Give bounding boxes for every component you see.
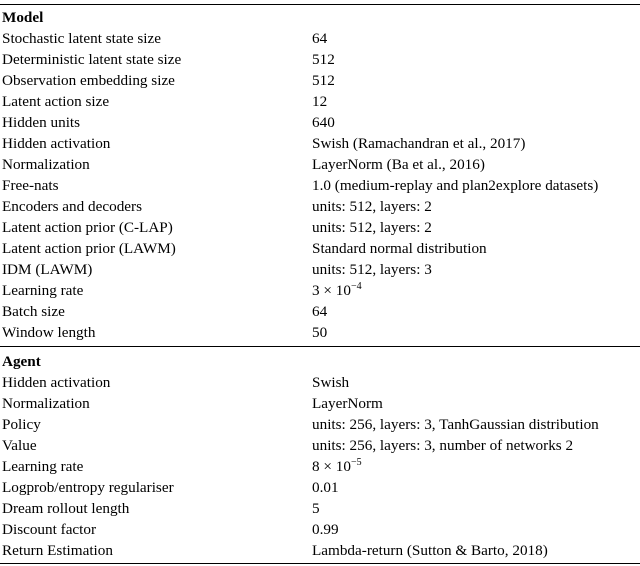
top-rule	[0, 4, 640, 5]
row-value: units: 512, layers: 3	[312, 261, 432, 278]
row-key: Discount factor	[2, 521, 97, 538]
row-key: Latent action prior (C-LAP)	[2, 219, 173, 236]
table-row	[0, 414, 640, 435]
row-key: Learning rate	[2, 282, 84, 299]
row-value: units: 512, layers: 2	[312, 219, 432, 236]
row-key: Deterministic latent state size	[2, 51, 182, 68]
table-row	[0, 519, 640, 540]
row-key: Dream rollout length	[2, 500, 130, 517]
table-row	[0, 477, 640, 498]
value-base: 8 × 10	[312, 458, 351, 475]
table-row	[0, 28, 640, 49]
row-key: Policy	[2, 416, 41, 433]
mid-rule	[0, 346, 640, 347]
row-key: Latent action prior (LAWM)	[2, 240, 176, 257]
row-value: 50	[312, 324, 328, 341]
table-row	[0, 112, 640, 133]
row-value: Swish (Ramachandran et al., 2017)	[312, 135, 526, 152]
row-key: Window length	[2, 324, 96, 341]
row-value: 64	[312, 30, 328, 47]
row-key: Hidden activation	[2, 374, 111, 391]
row-key: Batch size	[2, 303, 65, 320]
row-value: Lambda-return (Sutton & Barto, 2018)	[312, 542, 548, 559]
table-row	[0, 540, 640, 561]
table-row	[0, 498, 640, 519]
row-key: Stochastic latent state size	[2, 30, 161, 47]
row-value: 5	[312, 500, 320, 517]
table-row	[0, 133, 640, 154]
row-value: 512	[312, 51, 335, 68]
row-value: LayerNorm (Ba et al., 2016)	[312, 156, 485, 173]
row-key: Learning rate	[2, 458, 84, 475]
row-value: 512	[312, 72, 335, 89]
row-key: Normalization	[2, 395, 90, 412]
table-row	[0, 91, 640, 112]
row-key: Encoders and decoders	[2, 198, 143, 215]
table-row	[0, 393, 640, 414]
section-title-agent: Agent	[2, 353, 41, 370]
row-value: Swish	[312, 374, 350, 391]
value-exponent: −5	[350, 457, 362, 468]
table-row	[0, 456, 640, 477]
table-row	[0, 435, 640, 456]
row-key: Free-nats	[2, 177, 59, 194]
row-key: Latent action size	[2, 93, 110, 110]
row-value: 640	[312, 114, 335, 131]
row-value: units: 512, layers: 2	[312, 198, 432, 215]
table-row	[0, 217, 640, 238]
row-value	[312, 456, 362, 477]
row-value: Standard normal distribution	[312, 240, 487, 257]
row-key: Value	[2, 437, 37, 454]
table-row	[0, 322, 640, 343]
row-value: 64	[312, 303, 328, 320]
row-key: Observation embedding size	[2, 72, 175, 89]
row-value: units: 256, layers: 3, number of networks 2	[312, 437, 574, 454]
row-value: 0.01	[312, 479, 339, 496]
row-value: 1.0 (medium-replay and plan2explore datasets)	[312, 177, 599, 194]
table-row	[0, 301, 640, 322]
row-value: units: 256, layers: 3, TanhGaussian distribution	[312, 416, 599, 433]
table-row	[0, 70, 640, 91]
table-row	[0, 49, 640, 70]
section-title-model: Model	[2, 9, 44, 26]
table-row	[0, 196, 640, 217]
row-key: Logprob/entropy regulariser	[2, 479, 174, 496]
row-value: LayerNorm	[312, 395, 383, 412]
table-row	[0, 175, 640, 196]
bottom-rule	[0, 563, 640, 564]
row-key: Normalization	[2, 156, 90, 173]
row-key: Hidden units	[2, 114, 81, 131]
table-row	[0, 280, 640, 301]
table-row	[0, 259, 640, 280]
table-row	[0, 154, 640, 175]
value-exponent: −4	[350, 281, 362, 292]
row-value: 12	[312, 93, 328, 110]
row-key: Hidden activation	[2, 135, 111, 152]
row-value	[312, 280, 362, 301]
row-key: IDM (LAWM)	[2, 261, 93, 278]
table-row	[0, 372, 640, 393]
value-base: 3 × 10	[312, 282, 351, 299]
table-row	[0, 238, 640, 259]
row-value: 0.99	[312, 521, 339, 538]
row-key: Return Estimation	[2, 542, 113, 559]
